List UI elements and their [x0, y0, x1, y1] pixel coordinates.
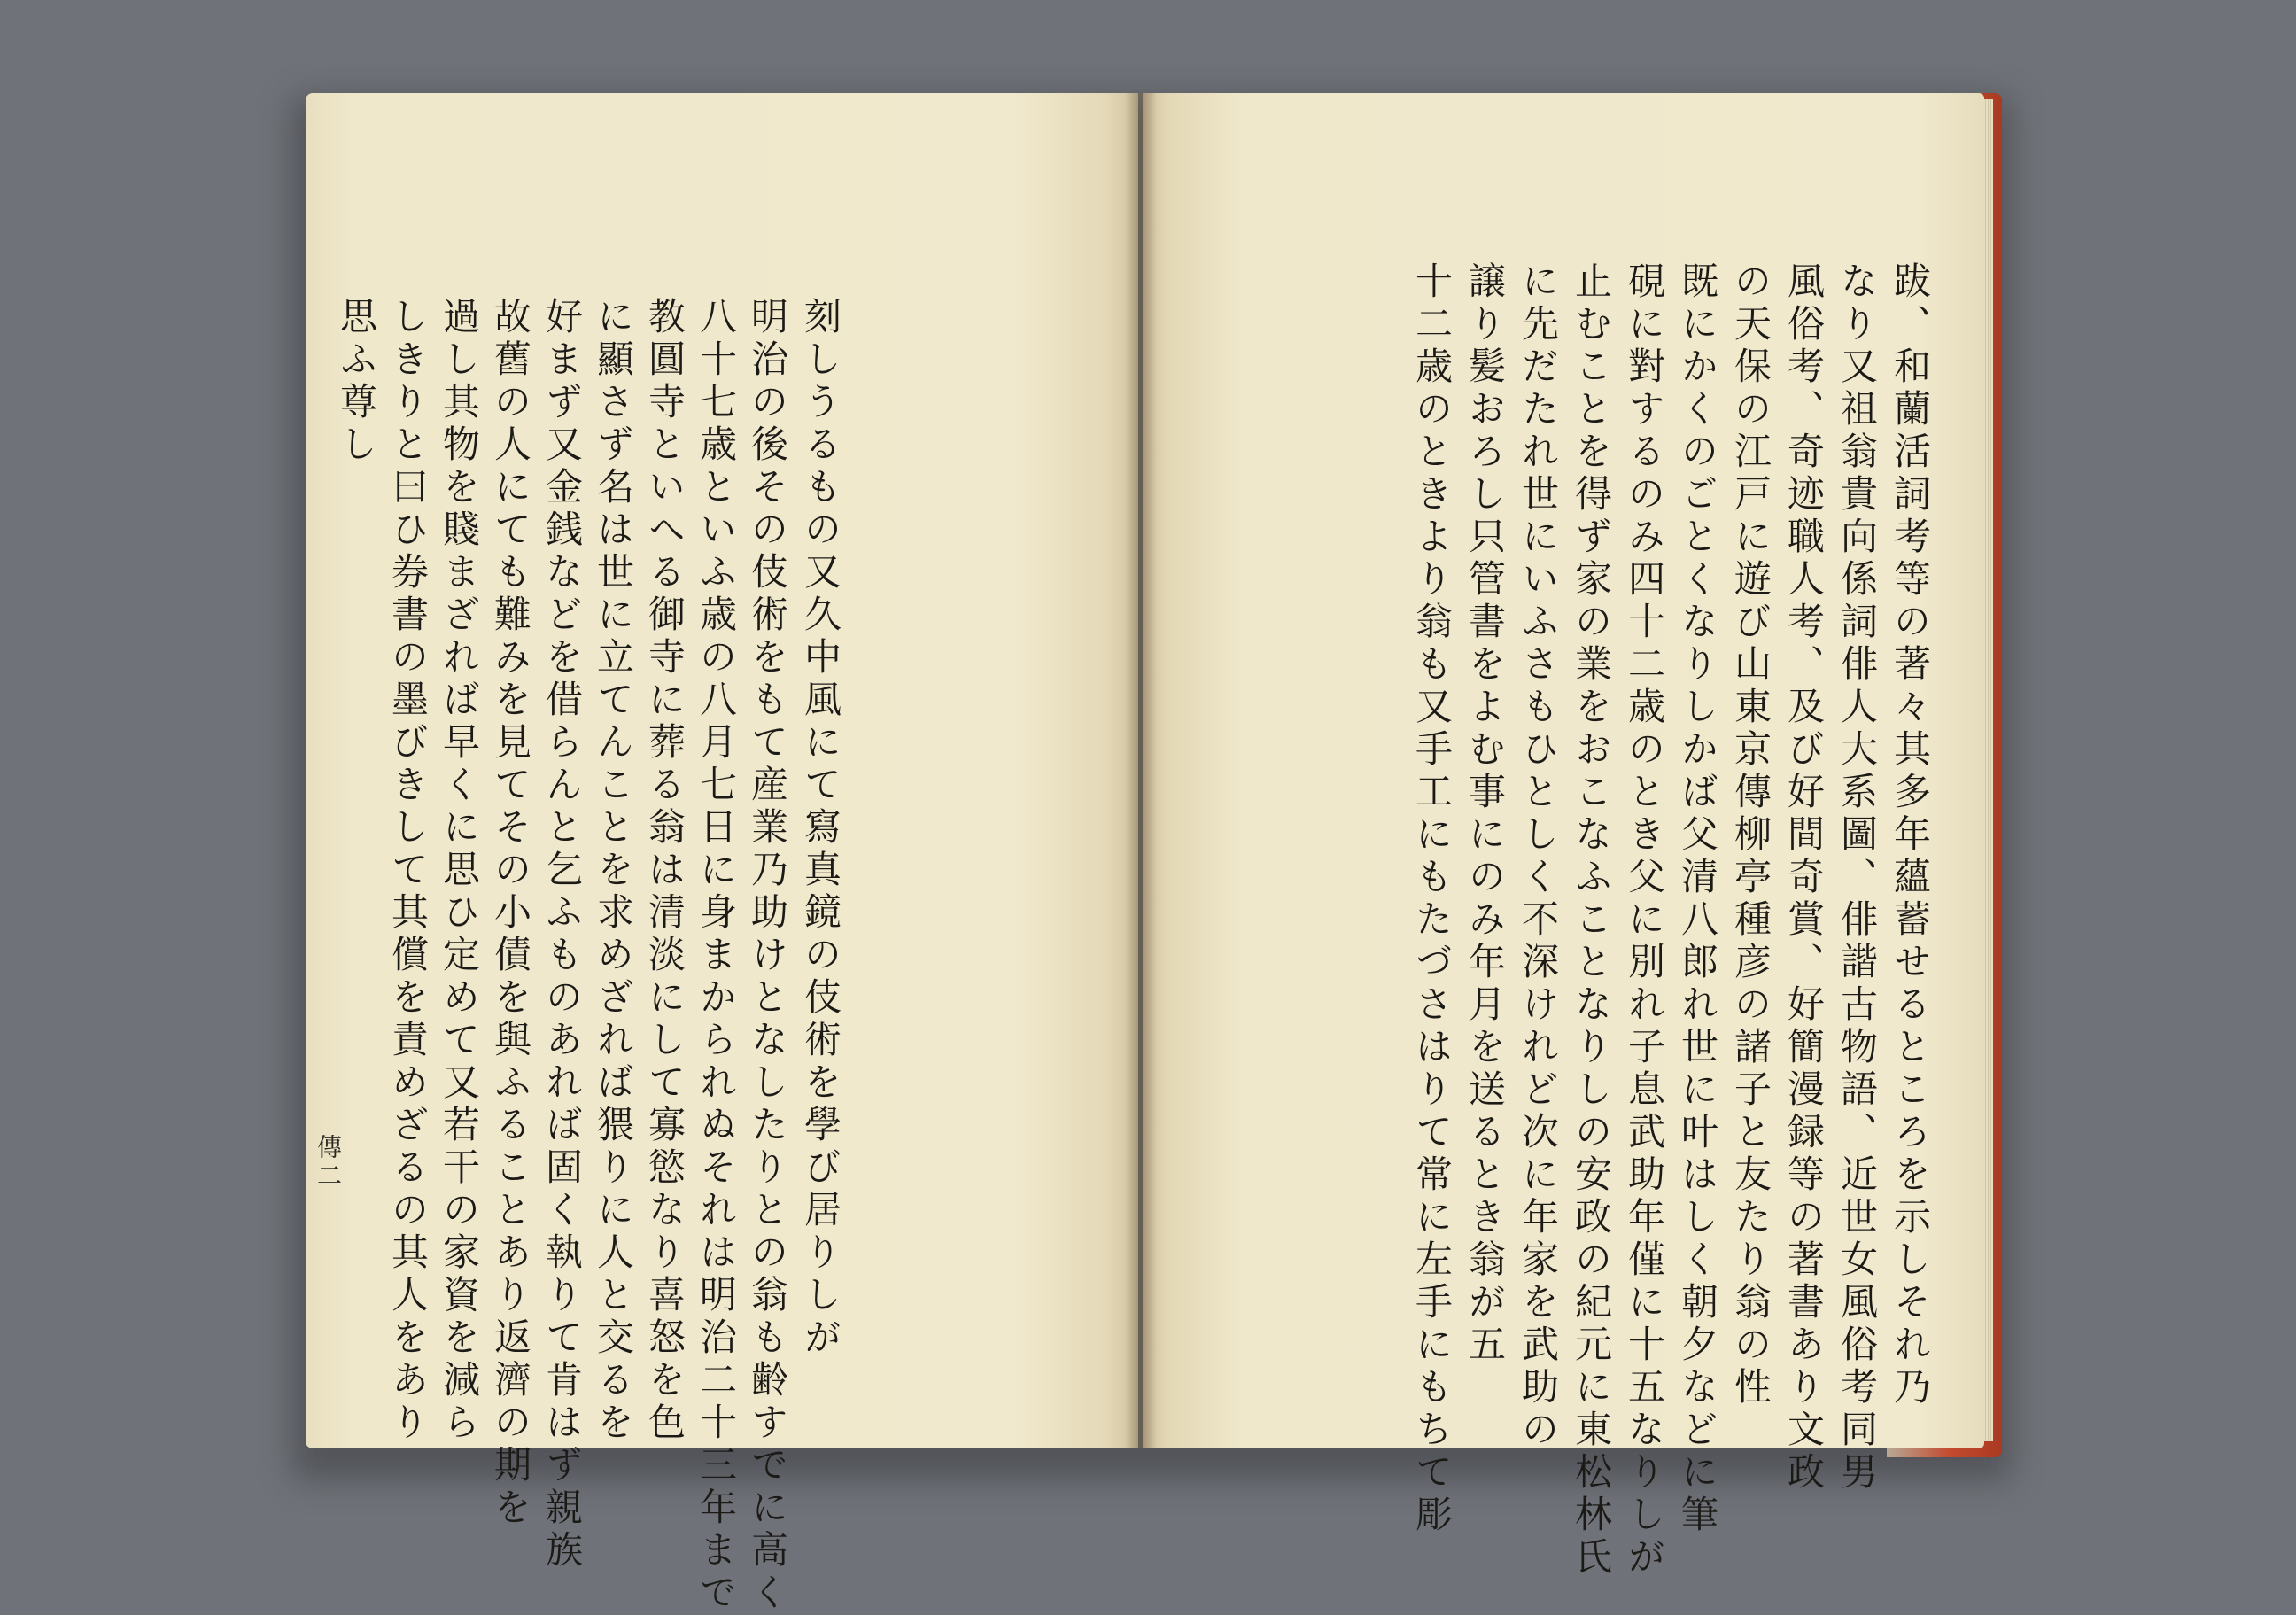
left-column-5: に顯さず名は世に立てんことを求めざれば猥りに人と交るを: [592, 297, 635, 1445]
right-column-2: なり又祖翁貴向係詞俳人大系圖、俳諧古物語、近世女風俗考同男: [1835, 261, 1879, 1495]
left-page: [306, 93, 1138, 1615]
right-column-8: に先だたれ世にいふさもひとしく不深けれど次に年家を武助の: [1516, 261, 1560, 1452]
left-column-10: 思ふ尊し: [335, 297, 378, 467]
right-column-5: 既にかくのごとくなりしかば父清八郎れ世に叶はしく朝夕などに筆: [1676, 261, 1719, 1537]
right-column-10: 十二歳のときより翁も又手工にもたづさはりて常に左手にもちて彫: [1410, 261, 1454, 1537]
book-gutter: [1125, 93, 1157, 1448]
right-page: [1143, 93, 1984, 1580]
left-column-6: 好まず又金銭などを借らんと乞ふものあれば固く執りて肯はず親族: [540, 297, 584, 1572]
right-column-7: 止むことを得ず家の業をおこなふことなりしの安政の紀元に東松林氏: [1570, 261, 1613, 1580]
right-column-4: の天保の江戸に遊び山東京傳柳亭種彦の諸子と友たり翁の性: [1729, 261, 1772, 1409]
page-label: 傳二: [314, 1134, 343, 1191]
left-column-4: 教圓寺といへる御寺に葬る翁は清淡にして寡慾なり喜怒を色: [643, 297, 686, 1445]
right-column-3: 風俗考、奇迹職人考、及び好間奇賞、好簡漫録等の著書あり文政: [1782, 261, 1826, 1495]
left-column-9: しきりと曰ひ券書の墨びきして其償を責めざるの其人をあり: [386, 297, 430, 1445]
right-column-9: 譲り髪おろし只管書をよむ事にのみ年月を送るとき翁が五: [1463, 261, 1507, 1367]
left-column-3: 八十七歳といふ歳の八月七日に身まかられぬそれは明治二十三年まで: [694, 297, 738, 1615]
right-column-6: 硯に對するのみ四十二歳のとき父に別れ子息武助年僅に十五なりしが: [1623, 261, 1666, 1580]
left-column-7: 故舊の人にても難みを見てその小債を與ふることあり返濟の期を: [489, 297, 532, 1530]
right-column-1: 跋、和蘭活詞考等の著々其多年蘊蓄せるところを示しそれ乃: [1889, 261, 1932, 1409]
left-column-1: 刻しうるもの又久中風にて寫真鏡の伎術を學び居りしが: [799, 297, 842, 1360]
left-column-8: 過し其物を賤まざれば早くに思ひ定めて又若干の家資を減ら: [438, 297, 481, 1445]
left-column-2: 明治の後その伎術をもて産業乃助けとなしたりとの翁も齢すでに高く: [746, 297, 789, 1615]
